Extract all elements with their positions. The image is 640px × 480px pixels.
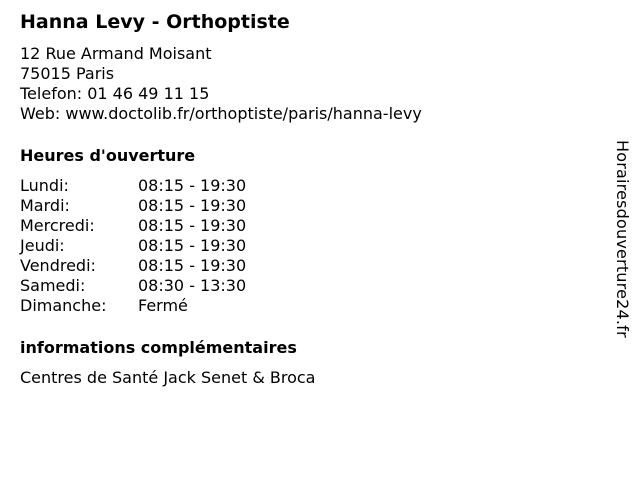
day-label: Mardi: bbox=[20, 196, 70, 215]
time-value: 08:15 - 19:30 bbox=[138, 236, 247, 255]
hours-row-thursday bbox=[20, 236, 246, 256]
website-line: Web: www.doctolib.fr/orthoptiste/paris/hanna-levy bbox=[20, 104, 422, 123]
hours-row-saturday bbox=[20, 276, 246, 296]
day-label: Samedi: bbox=[20, 276, 86, 295]
time-value: 08:15 - 19:30 bbox=[138, 176, 247, 195]
day-label: Lundi: bbox=[20, 176, 69, 195]
address-line-2: 75015 Paris bbox=[20, 64, 115, 83]
hours-heading: Heures d'ouverture bbox=[20, 146, 196, 165]
time-value: 08:30 - 13:30 bbox=[138, 276, 247, 295]
day-label: Vendredi: bbox=[20, 256, 96, 275]
day-label: Mercredi: bbox=[20, 216, 95, 235]
hours-row-wednesday bbox=[20, 216, 246, 236]
hours-row-friday bbox=[20, 256, 246, 276]
time-value: 08:15 - 19:30 bbox=[138, 196, 247, 215]
info-text: Centres de Santé Jack Senet & Broca bbox=[20, 368, 316, 387]
phone-line: Telefon: 01 46 49 11 15 bbox=[20, 84, 210, 103]
hours-row-tuesday bbox=[20, 196, 246, 216]
time-value: 08:15 - 19:30 bbox=[138, 256, 247, 275]
address-line-1: 12 Rue Armand Moisant bbox=[20, 44, 212, 63]
hours-row-sunday bbox=[20, 296, 246, 316]
day-label: Dimanche: bbox=[20, 296, 107, 315]
business-title: Hanna Levy - Orthoptiste bbox=[20, 11, 290, 33]
time-value: Fermé bbox=[138, 296, 188, 315]
time-value: 08:15 - 19:30 bbox=[138, 216, 247, 235]
day-label: Jeudi: bbox=[20, 236, 65, 255]
info-heading: informations complémentaires bbox=[20, 338, 297, 357]
watermark-text: Horairesdouverture24.fr bbox=[613, 140, 632, 338]
hours-row-monday bbox=[20, 176, 246, 196]
site-watermark bbox=[610, 132, 634, 346]
opening-hours-table bbox=[20, 176, 246, 316]
business-card bbox=[20, 10, 600, 388]
